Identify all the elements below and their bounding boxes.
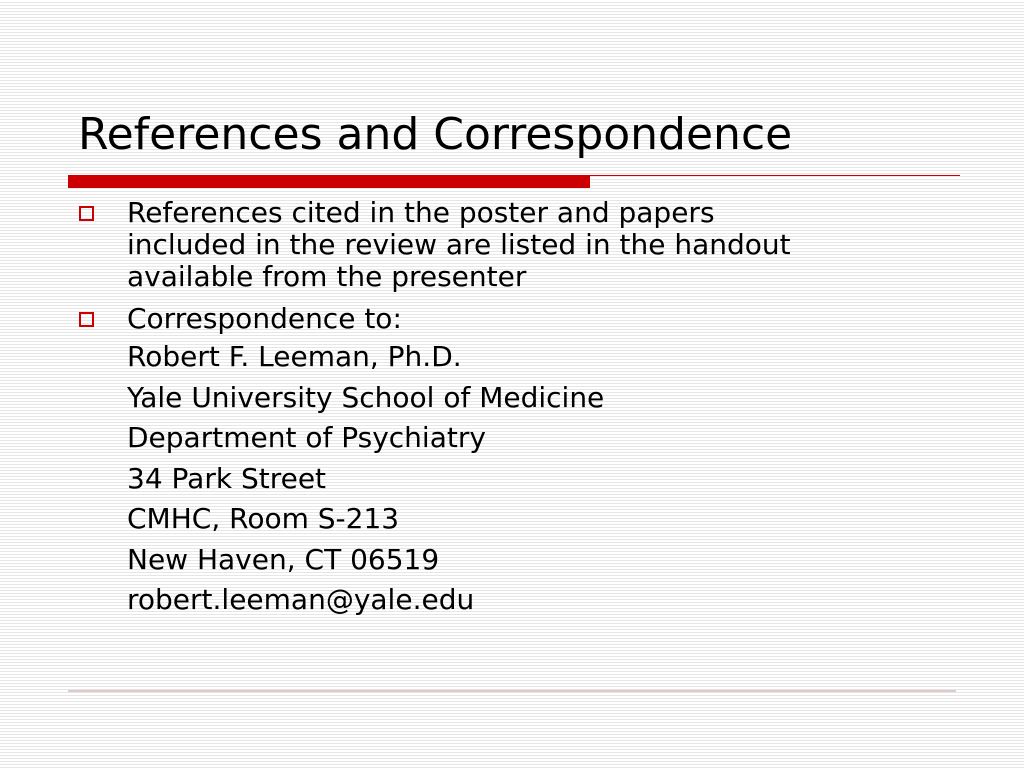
contact-room: CMHC, Room S-213 <box>127 502 400 535</box>
contact-institution: Yale University School of Medicine <box>127 380 605 414</box>
bullet-line: Correspondence to: <box>127 302 402 335</box>
bullet-correspondence <box>78 303 958 335</box>
bullet-line: available from the presenter <box>127 260 527 293</box>
footer-divider <box>68 690 956 692</box>
slide-body <box>78 197 958 621</box>
hollow-square-bullet-icon <box>79 206 94 221</box>
slide-title: References and Correspondence <box>78 109 793 160</box>
title-underline-thin <box>590 175 960 176</box>
bullet-line: References cited in the poster and papers <box>127 196 715 229</box>
contact-email: robert.leeman@yale.edu <box>127 583 475 616</box>
contact-name: Robert F. Leeman, Ph.D. <box>127 340 462 373</box>
contact-street: 34 Park Street <box>127 461 327 495</box>
contact-department: Department of Psychiatry <box>127 421 486 454</box>
hollow-square-bullet-icon <box>79 312 94 327</box>
contact-block <box>78 337 958 621</box>
title-underline-thick <box>68 175 590 188</box>
bullet-line: included in the review are listed in the handout <box>127 228 791 261</box>
bullet-references <box>78 197 958 293</box>
contact-city: New Haven, CT 06519 <box>127 542 440 576</box>
